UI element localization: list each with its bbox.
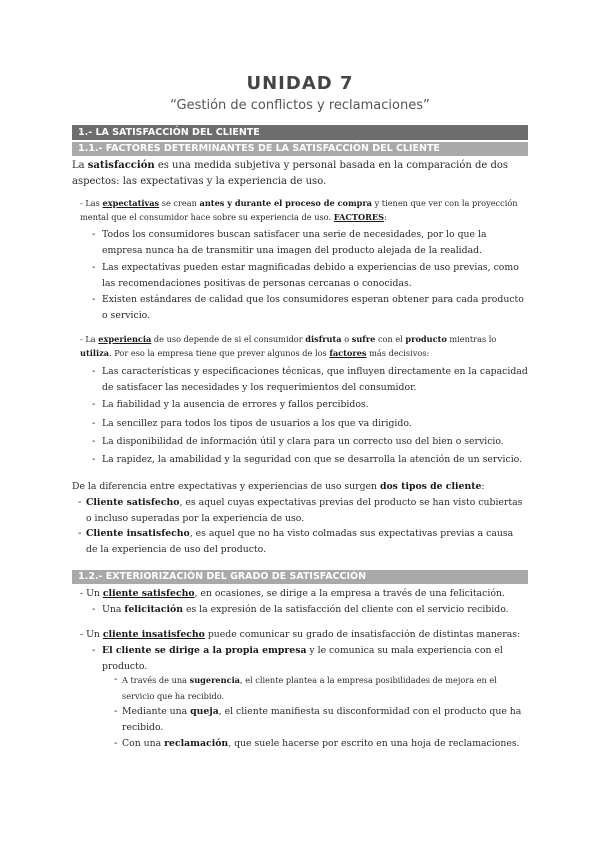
expectativa-item: Las expectativas pueden estar magnificadas debido a experiencias de uso previas, como las recomendaciones positivas de personas cercanas o conocidas.: [102, 262, 519, 289]
page-title: UNIDAD 7: [246, 73, 354, 94]
experiencia-item: La disponibilidad de información útil y clara para un correcto uso del bien o servicio.: [102, 436, 504, 447]
section-heading-1: 1.- LA SATISFACCIÓN DEL CLIENTE: [72, 125, 528, 140]
bullet-dash: -: [92, 604, 96, 615]
reclamacion-def: Con una reclamación, que suele hacerse por escrito en una hoja de reclamaciones.: [122, 738, 520, 749]
section-heading-1-2: 1.2.- EXTERIORIZACIÓN DEL GRADO DE SATISFACCIÓN: [72, 570, 528, 584]
bullet-dash: -: [92, 454, 96, 465]
bullet-dash: -: [78, 497, 82, 508]
experiencia-item: La sencillez para todos los tipos de usuarios a los que va dirigido.: [102, 418, 412, 429]
bullet-dash: -: [114, 738, 118, 749]
bullet-dash: -: [92, 399, 96, 410]
intro-paragraph: La satisfacción es una medida subjetiva y personal basada en la comparación de dos aspectos: las expectativas y la experiencia de uso.: [72, 160, 509, 187]
queja-def: Mediante una queja, el cliente manifiesta su disconformidad con el producto que ha recibido.: [122, 706, 522, 733]
bullet-dash: -: [92, 262, 96, 273]
insatisfecho-line: - Un cliente insatisfecho puede comunicar su grado de insatisfacción de distintas maneras:: [80, 629, 521, 640]
cliente-satisfecho-def: Cliente satisfecho, es aquel cuyas expectativas previas del producto se han visto cubiertas o incluso superadas por la experiencia de uso.: [86, 497, 523, 524]
sugerencia-def: A través de una sugerencia, el cliente plantea a la empresa posibilidades de mejora en el servicio que ha recibido.: [122, 675, 497, 701]
bullet-dash: -: [92, 418, 96, 429]
cliente-insatisfecho-def: Cliente insatisfecho, es aquel que no ha visto colmadas sus expectativas previas a causa de la experiencia de uso del producto.: [86, 528, 514, 555]
felicitacion-def: Una felicitación es la expresión de la satisfacción del cliente con el servicio recibido.: [102, 604, 509, 615]
bullet-dash: -: [92, 436, 96, 447]
page-subtitle: “Gestión de conflictos y reclamaciones”: [170, 98, 430, 113]
satisfecho-line: - Un cliente satisfecho, en ocasiones, se dirige a la empresa a través de una felicitación.: [80, 588, 505, 599]
experiencia-paragraph: - La experiencia de uso depende de si el consumidor disfruta o sufre con el producto mientras lo utiliza. Por eso la empresa tiene que prever algunos de los factores más decisivos:: [80, 334, 497, 358]
expectativa-item: Todos los consumidores buscan satisfacer una serie de necesidades, por lo que la empresa nunca ha de transmitir una imagen del producto alejada de la realidad.: [102, 229, 487, 256]
bullet-dash: -: [78, 528, 82, 539]
dirige-empresa: El cliente se dirige a la propia empresa y le comunica su mala experiencia con el producto.: [102, 645, 503, 672]
expectativa-item: Existen estándares de calidad que los consumidores esperan obtener para cada producto o servicio.: [102, 294, 524, 321]
bullet-dash: -: [92, 645, 96, 656]
tipos-intro: De la diferencia entre expectativas y experiencias de uso surgen dos tipos de cliente:: [72, 481, 485, 492]
experiencia-item: La fiabilidad y la ausencia de errores y fallos percibidos.: [102, 399, 369, 410]
section-heading-1-1: 1.1.- FACTORES DETERMINANTES DE LA SATISFACCIÓN DEL CLIENTE: [72, 142, 528, 156]
bullet-dash: -: [92, 366, 96, 377]
bullet-dash: -: [92, 229, 96, 240]
bullet-dash: -: [92, 294, 96, 305]
experiencia-item: Las características y especificaciones técnicas, que influyen directamente en la capacidad de satisfacer las necesidades y los requerimientos del consumidor.: [102, 366, 528, 393]
bullet-dash: -: [114, 674, 118, 685]
expectativas-paragraph: - Las expectativas se crean antes y durante el proceso de compra y tienen que ver con la proyección mental que el consumidor hace sobre su experiencia de uso. FACTORES:: [80, 198, 518, 222]
bullet-dash: -: [114, 706, 118, 717]
experiencia-item: La rapidez, la amabilidad y la seguridad con que se desarrolla la atención de un servicio.: [102, 454, 523, 465]
